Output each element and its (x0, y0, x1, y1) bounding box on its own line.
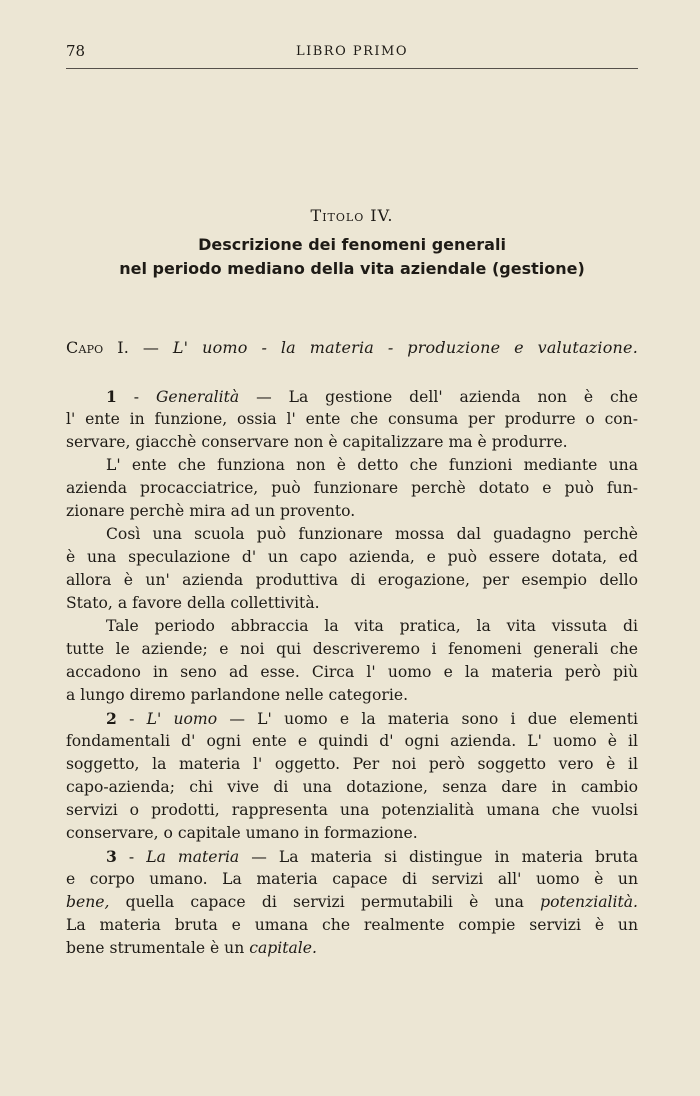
text-line (66, 546, 638, 569)
text-line (66, 776, 638, 799)
text-line (66, 454, 638, 477)
line-text: Tale periodo abbraccia la vita pratica, la vita vissuta di (106, 617, 638, 635)
line-text: Così una scuola può funzionare mossa dal guadagno perchè (106, 525, 638, 543)
text-line (66, 569, 638, 592)
text-line (66, 914, 638, 937)
paragraph (66, 454, 638, 523)
section-number: 3 (106, 847, 117, 866)
paragraph (66, 385, 638, 454)
line-text: l' ente in funzione, ossia l' ente che consuma per produrre o con- (66, 410, 638, 428)
emphasis: bene, (66, 893, 110, 911)
emphasis: capitale. (249, 939, 317, 957)
section-number: 2 (106, 709, 117, 728)
title-block (66, 206, 638, 281)
text-line (66, 684, 638, 707)
line-text: azienda procacciatrice, può funzionare perchè dotato e può fun- (66, 479, 638, 497)
title-line-2: nel periodo mediano della vita aziendale (gestione) (119, 259, 585, 278)
line-text: bene strumentale è un (66, 939, 250, 957)
line-text: capo-azienda; chi vive di una dotazione, senza dare in cambio (66, 778, 638, 796)
line-text: — La gestione dell' azienda non è che (239, 388, 638, 406)
line-text: tutte le aziende; e noi qui descriveremo i fenomeni generali che (66, 640, 638, 658)
paragraph (66, 523, 638, 615)
line-text: e corpo umano. La materia capace di servizi all' uomo è un (66, 870, 638, 888)
text-line (66, 822, 638, 845)
line-text: allora è un' azienda produttiva di erogazione, per esempio dello (66, 571, 638, 589)
section-heading: L' uomo (146, 710, 218, 728)
title-label: Titolo IV. (310, 206, 394, 225)
page-header (66, 42, 638, 64)
line-text: accadono in seno ad esse. Circa l' uomo e la materia però più (66, 663, 638, 681)
text-line (66, 661, 638, 684)
title-line-1: Descrizione dei fenomeni generali (198, 235, 506, 254)
line-text: servizi o prodotti, rappresenta una potenzialità umana che vuolsi (66, 801, 638, 819)
text-line (66, 868, 638, 891)
text-line (66, 707, 638, 730)
section-heading: La materia (146, 848, 240, 866)
section-heading: Generalità (155, 388, 240, 406)
chapter-label: Capo I. (66, 338, 130, 357)
text-line (66, 638, 638, 661)
section-separator: - (116, 710, 147, 728)
line-text: a lungo diremo parlandone nelle categorie. (66, 686, 409, 704)
text-line (66, 937, 638, 960)
text-line (66, 523, 638, 546)
chapter-heading (66, 338, 638, 357)
line-text: zionare perchè mira ad un provento. (66, 502, 356, 520)
paragraph (66, 845, 638, 960)
line-text: è una speculazione d' un capo azienda, e può essere dotata, ed (66, 548, 638, 566)
line-text: Stato, a favore della collettività. (66, 594, 320, 612)
section-number: 1 (106, 387, 117, 406)
text-line (66, 891, 638, 914)
line-text: — L' uomo e la materia sono i due elementi (217, 710, 638, 728)
text-line (66, 477, 638, 500)
text-line (66, 385, 638, 408)
emphasis: potenzialità. (540, 893, 638, 911)
text-line (66, 408, 638, 431)
chapter-title: L' uomo - la materia - produzione e valutazione. (172, 338, 638, 357)
chapter-dash: — (142, 338, 160, 357)
text-line (66, 431, 638, 454)
running-head: LIBRO PRIMO (295, 44, 409, 59)
text-line (66, 799, 638, 822)
body-text (66, 385, 638, 960)
paragraph (66, 707, 638, 845)
line-text: L' ente che funziona non è detto che funzioni mediante una (106, 456, 638, 474)
header-rule (66, 68, 638, 69)
line-text: conservare, o capitale umano in formazione. (66, 824, 418, 842)
text-line (66, 730, 638, 753)
text-line (66, 615, 638, 638)
line-text: La materia bruta e umana che realmente compie servizi è un (66, 916, 638, 934)
text-line (66, 845, 638, 868)
text-line (66, 753, 638, 776)
section-separator: - (116, 388, 156, 406)
text-line (66, 592, 638, 615)
line-text: quella capace di servizi permutabili è una (109, 893, 541, 911)
line-text: fondamentali d' ogni ente e quindi d' ogni azienda. L' uomo è il (66, 732, 638, 750)
section-separator: - (116, 848, 147, 866)
line-text: servare, giacchè conservare non è capitalizzare ma è produrre. (66, 433, 568, 451)
paragraph (66, 615, 638, 707)
line-text: soggetto, la materia l' oggetto. Per noi però soggetto vero è il (66, 755, 638, 773)
page-number: 78 (66, 42, 86, 60)
text-line (66, 500, 638, 523)
line-text: — La materia si distingue in materia bruta (239, 848, 639, 866)
